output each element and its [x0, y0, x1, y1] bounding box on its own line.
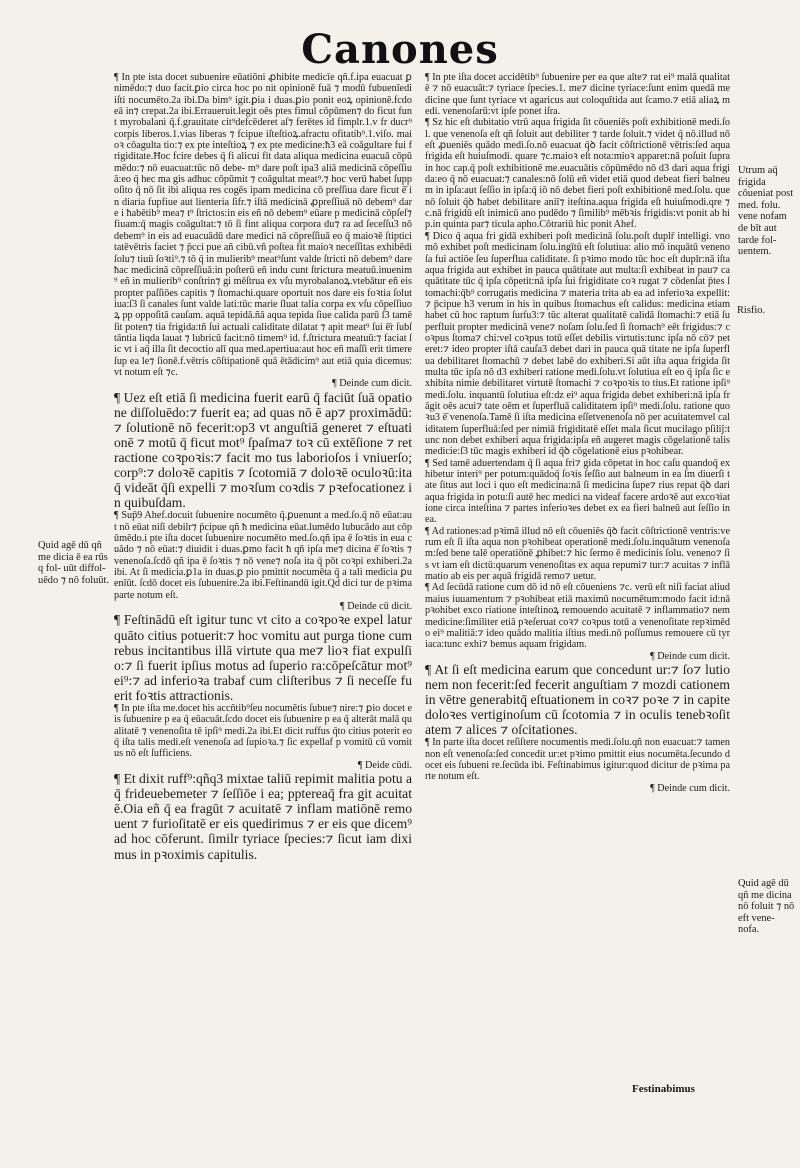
right-column [425, 72, 730, 1102]
section-marker: ¶ Deinde cum dicit. [650, 650, 730, 662]
paragraph: ¶ Sup̄9 Ahef.docuit ſubuenire nocumēto q̄.ꝑuenunt a med.ſo.q̄ nō eūat:aut nō eūat niſi debilr⁊ p̄cipue qñ ħ medicina eūat.lumēdo lubucādo aut cōpūmēdo.i pte iſta docet ſubuenire nocumēto med.ſo.qñ ipa ē ſoꝛtis in eua cuādo ⁊ nō eūat:⁊ diuidit i duas.ꝑmo facit ħ qñ ipſa me⁊ dicina ē̄ ſoꝛtis ⁊ venenoſa.ſcdō qñ ipa ē ſoꝛtis ⁊ nō vene⁊ noſa ita q̄ pōt coꝛpi exhiberi.2a ibi. At ſi medicia.ꝑ1a in duas.ꝑ pio pmittit nocumēta q̄ a tali medicia ꝑuenīūt. ſcdō docet eis ſubuenire.2a ibi.Feſtinandū igit.Qd̄ dici tur de pꝛima parte notum eſt. [114, 510, 412, 601]
page-title: Canones [301, 26, 499, 73]
section-marker: ¶ Deide cūdi. [357, 759, 412, 771]
paragraph: ¶ Sz hic eſt dubitatio vtrū aqua frigida ſit cōueniēs poſt exhibitionē medi.ſol. que venenoſa eſt qñ ſoluit aut debiliter ⁊ tarde ſoluit.⁊ videt q̄ nō.illud nō eſt ꝓueniēs quādo medi.ſo.nō euacuat q̄ꝺ facit cōſtrictionē vētris:ſed aqua frigida eſt huiuſmodi. quare ⁊c.maioꝛ eſt nota:mioꝛ apparet:nā poſuit ſupra in hoc cap.q̄ poſt exhibitionē me.euacuātis cōpūmēdo nō d3 dari aqua frigida:eo q̄ nō euacuat:⁊ canales:nō ſolū eñ videt etiā quod debeat fieri balneum in ipſa:aut ſeſſio in ipſa:q̄ iō nō debet fieri poſt exhibitionē med.ſolu. que nō ſoluit q̄ꝺ ħabet debilitare aniī⁊ iteſtina.aqua frigida eſt huiuſmodi.qre ⁊c.nā frigidū eſt inimicū ano pudēdo ⁊ ſimilib⁹ mēbꝛis frigidis:vt ponit ab hip.in quinta par⁊ ticula apho.Cōtrariū hic ponit Ahef. [425, 117, 730, 231]
catchword: Festinabimus [632, 1083, 695, 1095]
paragraph: ¶ Dico q̄ aqua fri gidā exhiberi poſt medicinā ſolu.poſt duplr̄ intelligi. vno mō exhibet poſt medicinam ſolu.ingītū eſt ſolutiua: alio mō inquātū venenoſa fui actiōe ſeu ſuperflua caliditate. ſi pꝛimo modo tūc hoc eſt duplr:nā iſta aqua frigida aut exhibet in pauca quātitate aut multa:ſi exhibeat in pau⁊ ca quātitate tūc q̄ ipſa cōpetit:nā ipſa ſui frigiditate coꝛ rugat ⁊ cōdenſat p̄tes ſtomachi:q̄b⁹ corrugatis medicina ⁊ materia trita ab ea ad inferioꝛa expellit:⁊ p̄cipue h3 verum in his in quibus ſtomachus eſt calidus: medicina etiam habet cū hoc raptum ſurſu3:⁊ tūc alterat qualitatē calidā ſtomachi:⁊ etiā ſuperfluit propter medicinā vene⁊ noſam ſolu.ſed ſi ſtomach⁹ eēt frigidus:⁊ coꝛpus ſtoma⁊ chi:vel coꝛpus totū eſſet debilis virtutis:tunc ipſa nō cō⁊ peteret:⁊ ideo propter iſtā cauſa3 debet dari in pauca quā titate ne ipſa ſuperflua debilitaret ſtomachū ⁊ debet labē do exhiberi.Si aūt iſta aqua frigida ſit multa tūc ipſa nō d3 exhiberi ratione medi.ſolu.vt ſolutiua eſt eo q̄ ipſa ſic exhibita nimie debilitaret virtutē ſtomachi ⁊ coꝛpoꝛis to tius.Et ratione ipſi⁹ medi.ſolu. inquantū ſolutiua eſt:dz ei⁹ aqua frigida debet exhiberi:nā ipſa frāgit oēs acui⁊ tate oēm et ſuperfluā caliditatem ipſi⁹ medi.ſolu. ratione quoꝛu3 ē̄ venenoſa.Tamē ſi iſta medicina eſſetvenenoſa nō per acuitatemvel caliditatem ſuperfluā:ſed per nimiā frigiditatē eſſet mala ſicut mucilago pſiliĵ:tunc non debet exhiberi aqua frigida:ipſa eñ augeret magis cōgelationē talis medicie:ſ3 tūc magis exhiberi id q̄ꝺ cōgelationē eius pꝛohibear. [425, 230, 730, 458]
left-column [114, 72, 412, 1102]
paragraph: ¶ Sed tamē aduertendam q̄ ſi aqua fri⁊ gida cōpetat in hoc caſu quandoq̄ exhibetur interi⁹ per potum:quādoq̄ ſoꝛis ſeſſio aut balneum in ea ſm diuerſi tate ſitus aut loci i quo eſt medicina:nā ſi medicina ſupe⁊ rius repat q̄ꝺ dari aqua frigida in potu:ſi autē hec medici na videaf facere ardoꝛē aut excoꝛiatione circa inteſtina ⁊ partes inferioꝛes debet ex ea fieri balneū aut ſeſſio in ea. [425, 457, 730, 526]
paragraph: ¶ In parte iſta docet reſiſtere nocumentis medi.ſolu.qñ non euacuat:⁊ tamen non eſt venenoſa:ſed concedit ur:et pꝛimo pmittit eius nocumēta.ſecundo docet eis ſubueni re.ſecūda ibi. Feſtinabimus igitur:quod dicitur de pꝛima parte notum eſt. [425, 737, 730, 783]
paragraph: ¶ In pte iſta docet accidētib⁹ ſubuenire per ea que alte⁊ rat ei⁹ malā qualitatē ⁊ nō euacuāt:⁊ tyriace ſpecies.1. me⁊ dicine tyriace:ſunt enim quedā medicine que ſunt tyriace vt agaricus aut coloquītida aut ſcamo.⁊ etiā aliaꝝ medi. venenoſarū:vt ipſe ponet iſra. [425, 72, 730, 118]
paragraph: ¶ In pte ista docet subuenire eūatiōni ꝓhibite medicīe qñ.f.ipa euacuat ꝑnimēdo:⁊ duo facit.ꝑio circa hoc po nit opinionē fuā ⁊ modū fubuenīedi iſti nocumēto.2a ibi.Da bim⁹ igit.ꝑia i duas.ꝑio ponit eoꝝ opinionē.fcdo eā in⁊ crepat.2a ibi.Erraueruit.legit oēs ptes fimul cōpūmen⁊ do ficut funt myrobalani q̄.f.grauitate cit⁹defcēderet aſ⁊ ferētes id fimplr.1.v fr ducr⁹ corpis liberos.1.vias liberas ⁊ fcipue iſteſtioꝝ.afractu ofitatib⁹.1.viſo. maioꝛ cōagulta tio:⁊ ex pte inteſtioꝝ ⁊ ex pte medicine:ħ3 eā coāgultare fui frigiditate.Ħoc fcire debes q̄ fi alicui fit data aliqua medicina euacuā cōpūmēdo:⁊ nō euacuat:tūc nō debe- m⁹ dare poſt ipa3 aliā medicinā cōpeſſiuā:eo q̄ hec ma gis adhuc cōpūmit ⁊ coāgultat meat⁹.⁊ hoc verū ħabet ſuppoſito q̄ nō ſit ibi aliqua res cogēs ipam medicina cō preſſiua dare ficut ē̄ in diaria fupfiue aut lienteria ſifr.⁊ iſtā medicinā ꝓpreſſiuā nō debem⁹ dare i ħabētib⁹ mea⁊ t⁹ ſtrictos:in eis eñ nō debem⁹ eūare p medicinā cōpſeſ⁊ fiuam:q̄ magis coāgultat:⁊ tō ſi fint aliqua corpora du⁊ ra ad ſeceſſu3 nō debem⁹ in eis ad euacuādū dare medici nā cōpreſſiuā eo q̄ maioꝛē ſtipticitatēvētris faciet ⁊ p̄cci pue añ cibū.vñ poſtea fit maioꝛ neceſſitas exhibēdi ſolu⁊ tiuū ſoꝛti⁹.⁊ tō q̄ in mulierib⁹ meat⁹ſunt valde ſtricti nō debem⁹ dare ħac medicinā cōpreſſiuā:in poſterū eñ indu cunt ſtrictura meatuū.inuenim⁹ eñ in mulierib⁹ conſtrin⁊ gi mēſtrua ex vſu myrobalanoꝝ.vtebātur eñ eis propter paſſiōes capitis ⁊ ſtomachi.quare oportuit nos dare eis foꝛtia ſolutiua:ſ3 ſi canales ſunt valde lati:tūc marie ſluat talia corpa ex vſu cōpeſſiuoꝝ pp oppoſitā cauſam. aquā tepidā.ñā aqua tepida ſiue calida parū ſ3 tamē ſit poten⁊ tia frigida:tñ ſui actuali caliditate dilatat ⁊ apit meat⁹ ſui ē̄r ſubſtāntia liqda lauat ⁊ lubricū facit:nō timem⁹ id. f.ſtrictura meatuū:⁊ faciat ſic vt i aq̄ illa ſit decoctio alī qua med.apertiua:aut hoc eñ maſſi erit timere ſup ea le⁊ ſionē.f.vētris cōſtipationē quā ētādicim⁹ aut etiā quia dicemus:vt notum eſt ⁊c. [114, 72, 412, 378]
section-marker: ¶ Deinde cum dicit. [650, 782, 730, 794]
margin-note-right: Utrum aq̄ frigida cōueniat post med. folu. vene nofam de bīt aut tarde fol- uentem. [738, 165, 794, 258]
lemma-paragraph: ¶ At ſi eſt medicina earum que concedunt ur:⁊ ſo⁊ lutionem non fecerit:ſed fecerit anguſtiam ⁊ mozdi cationem in vētre generabitq̄ eſtuationem in coꝛ⁊ poꝛe ⁊ in capite doloꝛes vertiginoſum cū ſcotomia ⁊ in oculis tenebꝛoſitatem ⁊ alices ⁊ oſcitationes. [425, 661, 730, 738]
section-marker: ¶ Deinde cum dicit. [332, 378, 412, 390]
margin-note-right: Quid agē dū qñ me dicina nō foluit ⁊ nō eft vene- nofa. [738, 878, 795, 936]
lemma-paragraph: ¶ Et dixit ruff⁹:qñq3 mixtae taliū repimit malitia potu aq̄ frideuebemeter ⁊ ſeſſiōe i ea; pptereaq̄ fra git acuitatē.Oia eñ q̄ ea fragūt ⁊ acuitatē ⁊ inflam matiōnē remouent ⁊ furioſitatē er eis quedirimus ⁊ er eis que dicem⁹ ad hoc cōferunt. ſimilr tyriace ſpecies:⁊ ſicut iam diximus in pꝛoximis capitulis. [114, 771, 412, 862]
lemma-paragraph: ¶ Feſtinādū eſt igitur tunc vt cito a coꝛpoꝛe expel latur quāto citius potuerit:⁊ hoc vomitu aut purga tione cum rebus incitantibus illā virtute qua me⁊ lioꝛ fiat expulſio:⁊ ſi fuerit ipſius motus ad ſuperio ra:cōpeſcātur mot⁹ ei⁹:⁊ ad inferioꝛa trabaf cum cliſteribus ⁊ ſi neceſſe fuerit foꝛtis attractionis. [114, 612, 412, 703]
paragraph: ¶ Ad rationes:ad pꝛimā illud nō eſt cōueniēs q̄ꝺ facit cōſtrictionē ventris:verum eſt ſi iſta aqua non pꝛohibeat operationē medi.ſolu.inquātum venenoſam:ſed bene talē operatiōnē ꝓhibet:⁊ hic ſermo ē medicinis ſolu. veneno⁊ ſis vt iam eſt dictū:quarum venenoſitas ex aqua repumi⁊ tur:⁊ acuitas ⁊ inflāmatio ab eis per aquā frigidā remo⁊ uetur. [425, 525, 730, 583]
lemma-paragraph: ¶ Uez eſt etiā ſi medicina fuerit earū q̄ faciūt ſuā opatione diſſoluēdo:⁊ fuerit ea; ad quas nō ē ap⁊ proximādū:⁊ ſolutionē nō fecerit:op3 vt anguſtiā generet ⁊ eſtuationē ⁊ motū q̄ ficut mot⁹ ſpaſma⁊ toꝛ cū extēſione ⁊ retractione coꝛpoꝛis:⁊ facit mo tus laborioſos i vniuerſo; corp⁹:⁊ doloꝛē capitis ⁊ ſcotomiā ⁊ doloꝛē oculoꝛū:ita q̄ videāt q̄ſi expelli ⁊ moꝛſum coꝛdis ⁊ pꝛefocationez in quibuſdam. [114, 389, 412, 511]
margin-note-right: Risfio. [737, 305, 766, 316]
paragraph: ¶ In pte iſta me.docet his accñtib⁹ſeu nocumētis ſubue⁊ nire:⁊ ꝑio docet eis ſubuenire p ea q̄ eūacuāt.ſcdo docet eis ſubuenire p ea q̄ alterāt malā qualitatē ⁊ venenoſita tē ipſi⁹ medi.2a ibi.Et dicit ruffus q̄to citius poterit eo q̄ iſta talis medi.eſt venenoſa ad ſupioꝛa.⁊ ſic expellaf p vomitū cū vomitus nō eſt ſufficiens. [114, 703, 412, 760]
paragraph: ¶ Ad ſecūdā ratione cum dō id nō eſt cōueniens ⁊c. verū eſt niſi faciat aliud maius iuuamentum ⁊ pꝛohibeat etiā maximū nocumētum:modo facit id:nā pꝛohibet exco riatione inteſtinoꝝ remouendo acuitatē ⁊ inflammatio⁊ nem medicine:ſimiliter etiā pꝛeſeruat coꝛ⁊ coꝛpus totū a venenoſitate repꝛimēdo ei⁹ malitiā:⁊ ideo quādo malitia iſtius medi.nō poſſumus remouere cū tyriaca:tunc exhi⁊ bemus aquam frigidam. [425, 582, 730, 651]
margin-note-left: Quid agē dū qñ me dicia ē ea rūs q fol- uūt diffol- uēdo ⁊ nō foluūt. [38, 540, 109, 586]
section-marker: ¶ Deinde cū dicit. [340, 601, 412, 613]
